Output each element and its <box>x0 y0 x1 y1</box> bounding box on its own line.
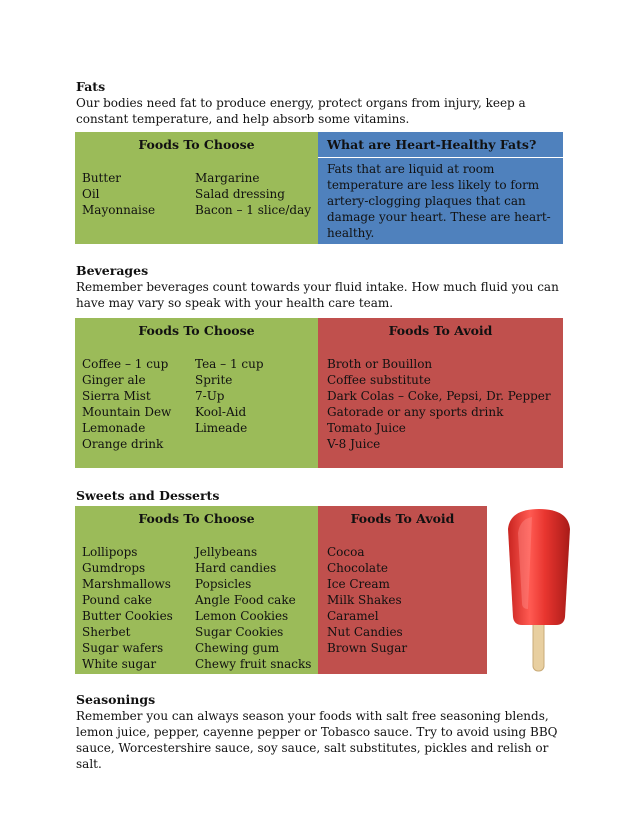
list-item: Mountain Dew <box>82 405 172 419</box>
beverages-choose-col1 <box>82 356 171 452</box>
list-item: Sierra Mist <box>82 389 151 403</box>
list-item: Brown Sugar <box>327 641 408 655</box>
popsicle-icon <box>498 505 580 675</box>
fats-choose-box <box>75 132 318 244</box>
list-item: Bacon – 1 slice/day <box>195 203 312 217</box>
fats-title: Fats <box>76 79 106 94</box>
list-item: Limeade <box>195 421 248 435</box>
seasonings-title: Seasonings <box>76 692 156 707</box>
beverages-intro: Remember beverages count towards your fluid intake. How much fluid you can have may vary so speak with your health care team. <box>76 280 559 310</box>
list-item: Chocolate <box>327 561 388 575</box>
list-item: Gumdrops <box>82 561 146 575</box>
divider <box>318 157 563 158</box>
list-item: 7-Up <box>195 389 225 403</box>
list-item: Lemon Cookies <box>195 609 289 623</box>
list-item: Butter <box>82 171 122 185</box>
sweets-avoid-box <box>318 506 487 674</box>
sweets-avoid-list <box>327 544 407 656</box>
list-item: Sprite <box>195 373 233 387</box>
list-item: Nut Candies <box>327 625 403 639</box>
fats-info-box <box>318 132 563 244</box>
beverages-avoid-list <box>327 356 551 452</box>
list-item: Lollipops <box>82 545 138 559</box>
beverages-avoid-box <box>318 318 563 468</box>
list-item: Ice Cream <box>327 577 390 591</box>
list-item: Lemonade <box>82 421 146 435</box>
list-item: Butter Cookies <box>82 609 173 623</box>
list-item: Sherbet <box>82 625 131 639</box>
list-item: Marshmallows <box>82 577 171 591</box>
list-item: Chewy fruit snacks <box>195 657 312 671</box>
list-item: V-8 Juice <box>327 437 381 451</box>
list-item: Coffee substitute <box>327 373 431 387</box>
fats-info-header: What are Heart-Healthy Fats? <box>327 137 537 152</box>
sweets-choose-col1 <box>82 544 173 672</box>
list-item: Sugar Cookies <box>195 625 284 639</box>
list-item: Oil <box>82 187 100 201</box>
list-item: Orange drink <box>82 437 164 451</box>
list-item: Cocoa <box>327 545 365 559</box>
list-item: Broth or Bouillon <box>327 357 433 371</box>
list-item: Popsicles <box>195 577 252 591</box>
sweets-choose-col2 <box>195 544 311 672</box>
sweets-choose-header: Foods To Choose <box>138 511 255 526</box>
fats-info-text: Fats that are liquid at room temperature are less likely to form artery-clogging plaques that can damage your heart. These are heart-healthy. <box>327 162 551 240</box>
list-item: Mayonnaise <box>82 203 156 217</box>
beverages-choose-box <box>75 318 318 468</box>
fats-intro: Our bodies need fat to produce energy, protect organs from injury, keep a constant temperature, and help absorb some vitamins. <box>76 96 526 126</box>
list-item: Ginger ale <box>82 373 146 387</box>
list-item: Angle Food cake <box>195 593 296 607</box>
list-item: Tea – 1 cup <box>195 357 264 371</box>
list-item: Sugar wafers <box>82 641 164 655</box>
list-item: Dark Colas – Coke, Pepsi, Dr. Pepper <box>327 389 551 403</box>
beverages-choose-col2 <box>195 356 264 436</box>
list-item: Pound cake <box>82 593 153 607</box>
list-item: Gatorade or any sports drink <box>327 405 504 419</box>
list-item: Margarine <box>195 171 260 185</box>
list-item: Kool-Aid <box>195 405 247 419</box>
list-item: Coffee – 1 cup <box>82 357 169 371</box>
fats-choose-col1 <box>82 170 155 218</box>
sweets-avoid-header: Foods To Avoid <box>350 511 455 526</box>
beverages-avoid-header: Foods To Avoid <box>388 323 493 338</box>
sweets-choose-box <box>75 506 318 674</box>
popsicle-image <box>498 505 580 679</box>
list-item: White sugar <box>82 657 157 671</box>
list-item: Chewing gum <box>195 641 280 655</box>
fats-choose-col2 <box>195 170 311 218</box>
beverages-choose-header: Foods To Choose <box>138 323 255 338</box>
list-item: Caramel <box>327 609 379 623</box>
list-item: Milk Shakes <box>327 593 402 607</box>
list-item: Salad dressing <box>195 187 285 201</box>
sweets-title: Sweets and Desserts <box>76 488 220 503</box>
list-item: Hard candies <box>195 561 277 575</box>
list-item: Tomato Juice <box>327 421 406 435</box>
beverages-title: Beverages <box>76 263 149 278</box>
list-item: Jellybeans <box>195 545 258 559</box>
seasonings-text: Remember you can always season your foods with salt free seasoning blends, lemon juice, pepper, cayenne pepper or Tobasco sauce. Try to avoid using BBQ sauce, Worcestershire sauce, soy sauce, salt substitutes, pickles and relish or salt. <box>76 709 558 771</box>
fats-choose-header: Foods To Choose <box>138 137 255 152</box>
